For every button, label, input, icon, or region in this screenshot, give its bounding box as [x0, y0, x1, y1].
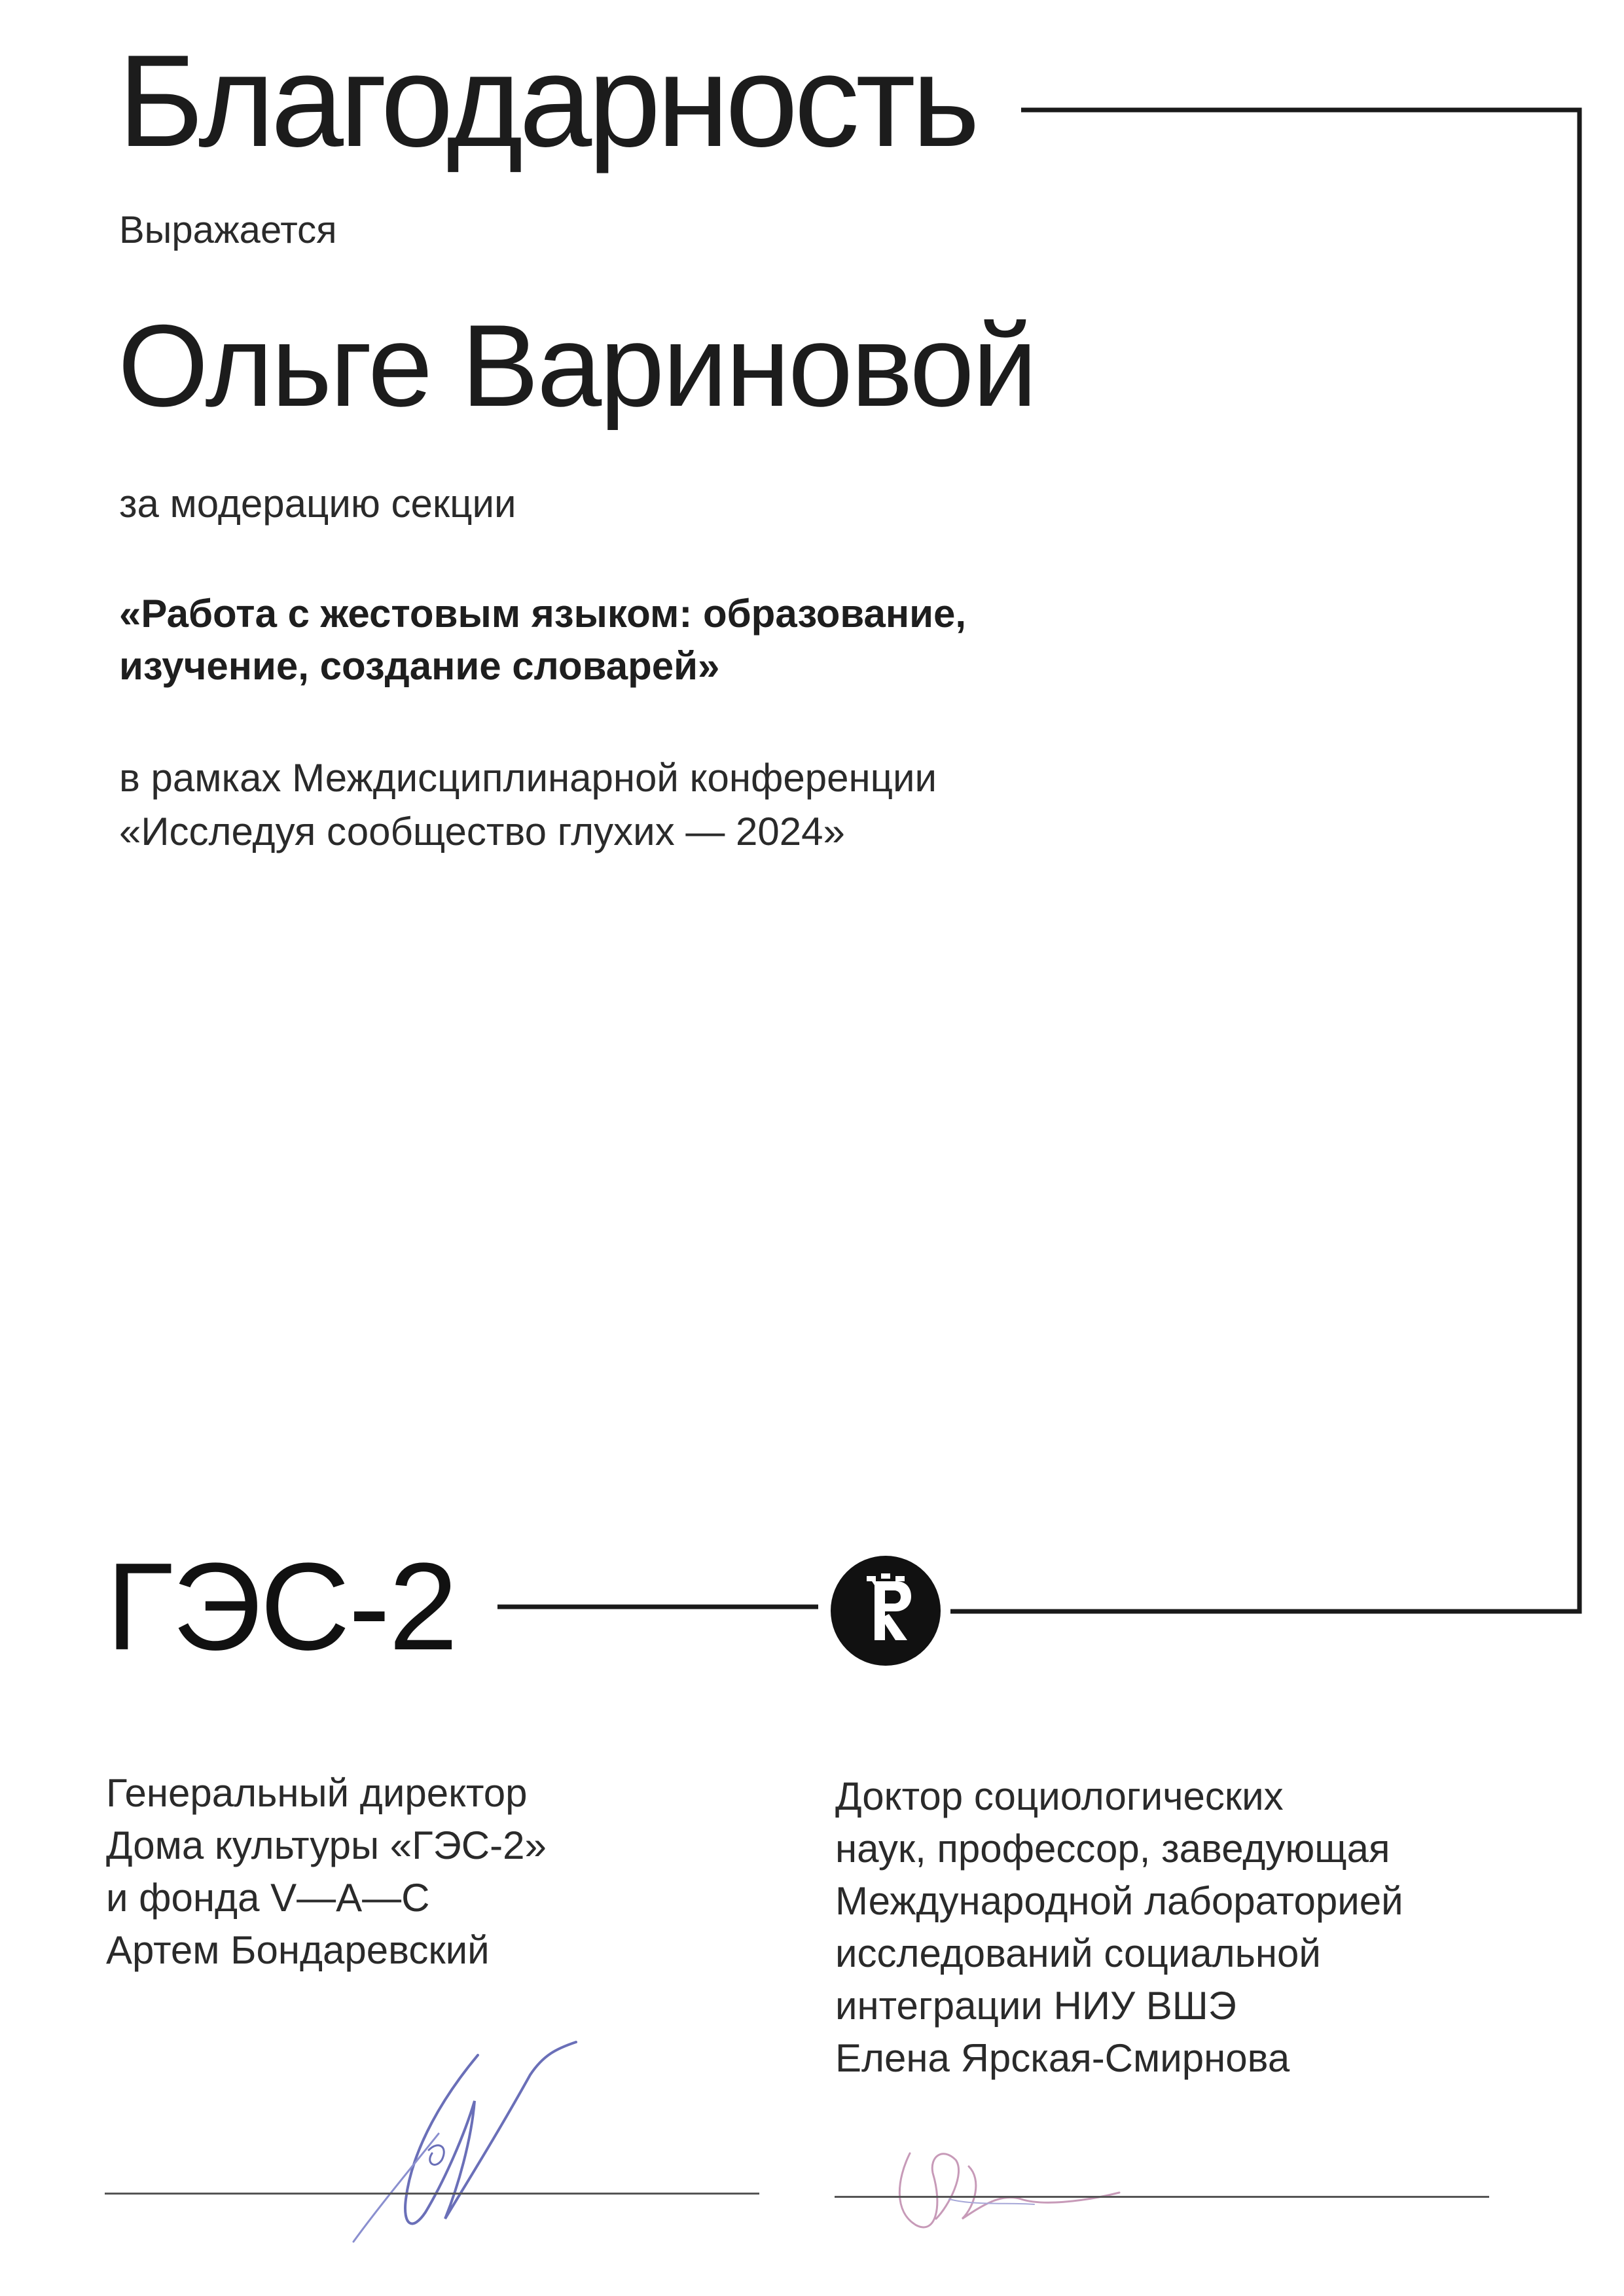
section-title [119, 588, 1166, 692]
signature-line-right [835, 2196, 1489, 2198]
signer-right-line: интеграции НИУ ВШЭ [835, 1984, 1236, 2028]
signer-left [106, 1767, 547, 1977]
section-title-line: изучение, создание словарей» [119, 644, 720, 688]
conference-line: «Исследуя сообщество глухих — 2024» [119, 810, 845, 853]
signer-right-line: Елена Ярская-Смирнова [835, 2036, 1290, 2080]
signature-left [314, 2036, 628, 2245]
certificate-title: Благодарность [118, 28, 976, 174]
signer-right-line: исследований социальной [835, 1931, 1321, 1975]
signature-right [871, 2094, 1146, 2238]
signer-right-line: Международной лабораторией [835, 1879, 1403, 1923]
signer-right-line: наук, профессор, заведующая [835, 1827, 1390, 1871]
signer-right-line: Доктор социологических [835, 1774, 1284, 1818]
conference-line: в рамках Междисциплинарной конференции [119, 756, 937, 800]
hse-emblem-icon [829, 1554, 943, 1668]
signer-left-line: Генеральный директор [106, 1771, 528, 1815]
conference-text [119, 751, 1166, 859]
section-title-line: «Работа с жестовым языком: образование, [119, 592, 967, 636]
ges2-logo: ГЭС-2 [106, 1537, 457, 1676]
reason-text: за модерацию секции [119, 482, 516, 526]
signer-left-line: и фонда V—A—C [106, 1876, 430, 1920]
intro-text: Выражается [119, 209, 337, 251]
signer-left-line: Дома культуры «ГЭС-2» [106, 1823, 547, 1867]
recipient-name: Ольге Вариновой [118, 300, 1036, 431]
signer-left-line: Артем Бондаревский [106, 1928, 490, 1972]
signature-line-left [105, 2193, 759, 2195]
signer-right [835, 1770, 1403, 2085]
